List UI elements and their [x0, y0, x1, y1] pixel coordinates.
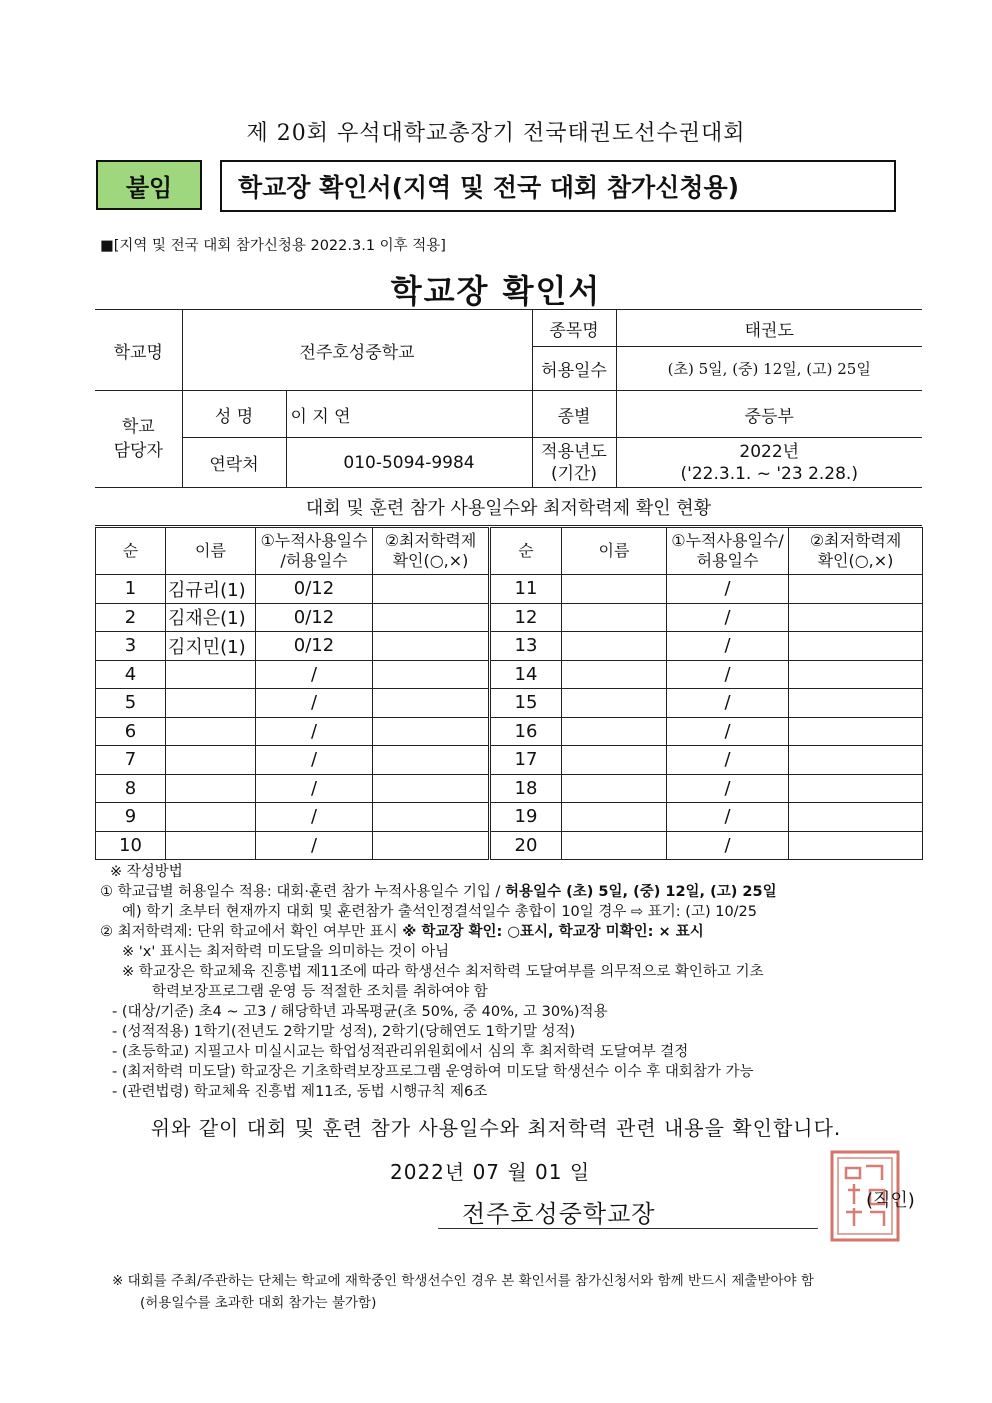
row-min-2	[789, 632, 923, 661]
row-name-2	[562, 774, 667, 803]
header-no: 순	[96, 528, 166, 575]
row-min-2	[789, 603, 923, 632]
note-2-bold: ※ 학교장 확인: ○표시, 학교장 미확인: × 표시	[402, 924, 704, 940]
table-row	[96, 689, 923, 718]
footer-line-2: (허용일수를 초과한 대회 참가는 불가함)	[140, 1295, 377, 1311]
row-no-2: 17	[490, 746, 562, 775]
type-value: 중등부	[616, 391, 922, 438]
confirmation-statement: 위와 같이 대회 및 훈련 참가 사용일수와 최저학력 관련 내용을 확인합니다.	[150, 1116, 842, 1140]
note-2-duty-cont: 학력보장프로그램 운영 등 적절한 조치를 취하여야 함	[152, 984, 488, 1000]
header-no-2: 순	[490, 528, 562, 575]
row-days: /	[256, 689, 373, 718]
row-min-2	[789, 717, 923, 746]
row-name	[166, 660, 256, 689]
row-no-2: 12	[490, 603, 562, 632]
page-title: 학교장 확인서	[390, 272, 602, 310]
row-name: 김규리(1)	[166, 575, 256, 604]
row-name	[166, 803, 256, 832]
row-name	[166, 746, 256, 775]
row-days-2: /	[667, 632, 789, 661]
row-name	[166, 774, 256, 803]
row-no-2: 15	[490, 689, 562, 718]
footer-line-1: ※ 대회를 주최/주관하는 단체는 학교에 재학중인 학생선수인 경우 본 확인서를 참가신청서와 함께 반드시 제출받아야 함	[112, 1273, 814, 1289]
header-name-2: 이름	[562, 528, 667, 575]
manager-name: 이 지 연	[286, 391, 532, 438]
school-name: 전주호성중학교	[182, 310, 532, 391]
header-name: 이름	[166, 528, 256, 575]
row-days: 0/12	[256, 575, 373, 604]
row-no-2: 20	[490, 831, 562, 860]
seal-note: (직인)	[866, 1190, 915, 1211]
header-min: ②최저학력제 확인(○,×)	[373, 528, 490, 575]
row-name-2	[562, 603, 667, 632]
allow-value: (초) 5일, (중) 12일, (고) 25일	[616, 347, 922, 391]
row-no: 1	[96, 575, 166, 604]
year-cell	[616, 438, 922, 488]
row-name-2	[562, 717, 667, 746]
writing-instructions	[100, 862, 930, 1102]
row-min	[373, 803, 490, 832]
attachment-tag: 붙임	[96, 160, 202, 210]
roster-table	[95, 527, 923, 860]
name-label: 성 명	[182, 391, 286, 438]
allow-label: 허용일수	[532, 347, 616, 391]
row-min	[373, 774, 490, 803]
table-row	[96, 660, 923, 689]
note-1	[100, 882, 930, 902]
row-days: /	[256, 803, 373, 832]
row-name	[166, 831, 256, 860]
note-2	[100, 922, 930, 942]
row-name	[166, 689, 256, 718]
row-days-2: /	[667, 575, 789, 604]
school-label: 학교명	[95, 310, 182, 391]
row-days: /	[256, 717, 373, 746]
row-no: 10	[96, 831, 166, 860]
row-name: 김재은(1)	[166, 603, 256, 632]
row-no-2: 16	[490, 717, 562, 746]
note-2-text: ② 최저학력제: 단위 학교에서 확인 여부만 표시	[100, 924, 403, 940]
table-row	[96, 717, 923, 746]
row-no: 4	[96, 660, 166, 689]
row-min-2	[789, 774, 923, 803]
row-min	[373, 603, 490, 632]
row-min	[373, 689, 490, 718]
row-no: 3	[96, 632, 166, 661]
row-name	[166, 717, 256, 746]
notes-heading: ※ 작성방법	[110, 864, 183, 880]
row-name-2	[562, 746, 667, 775]
signer-name: 전주호성중학교장	[462, 1200, 656, 1228]
row-days-2: /	[667, 803, 789, 832]
row-min-2	[789, 660, 923, 689]
row-no-2: 14	[490, 660, 562, 689]
row-days-2: /	[667, 746, 789, 775]
row-name-2	[562, 831, 667, 860]
detail-grades: - (성적적용) 1학기(전년도 2학기말 성적), 2학기(당해연도 1학기말 성적)	[112, 1024, 576, 1040]
type-label: 종별	[532, 391, 616, 438]
note-2-duty: ※ 학교장은 학교체육 진흥법 제11조에 따라 학생선수 최저학력 도달여부를 의무적으로 확인하고 기초	[122, 964, 764, 980]
row-days-2: /	[667, 774, 789, 803]
notice-line: ■[지역 및 전국 대회 참가신청용 2022.3.1 이후 적용]	[100, 238, 446, 254]
row-no: 8	[96, 774, 166, 803]
row-days-2: /	[667, 603, 789, 632]
row-name-2	[562, 575, 667, 604]
row-days-2: /	[667, 660, 789, 689]
detail-elementary: - (초등학교) 지필고사 미실시교는 학업성적관리위원회에서 심의 후 최저학력 도달여부 결정	[112, 1044, 689, 1060]
note-1-example: 예) 학기 초부터 현재까지 대회 및 훈련참가 출석인정결석일수 총합이 10일 경우 ⇨ 표기: (고) 10/25	[122, 904, 758, 920]
row-no: 5	[96, 689, 166, 718]
row-days-2: /	[667, 717, 789, 746]
event-title: 제 20회 우석대학교총장기 전국태권도선수권대회	[246, 121, 746, 146]
year-label: 적용년도 (기간)	[532, 438, 616, 488]
row-name-2	[562, 632, 667, 661]
table-row	[96, 632, 923, 661]
row-days: 0/12	[256, 632, 373, 661]
table-row	[96, 774, 923, 803]
row-no: 9	[96, 803, 166, 832]
row-days: 0/12	[256, 603, 373, 632]
header-days-2: ①누적사용일수/ 허용일수	[667, 528, 789, 575]
row-min	[373, 746, 490, 775]
note-1-text: ① 학교급별 허용일수 적용: 대회·훈련 참가 누적사용일수 기입 /	[100, 884, 506, 900]
detail-unmet: - (최저학력 미도달) 학교장은 기초학력보장프로그램 운영하여 미도달 학생선수 이수 후 대회참가 가능	[112, 1064, 754, 1080]
row-min-2	[789, 803, 923, 832]
note-1-bold: 허용일수 (초) 5일, (중) 12일, (고) 25일	[505, 884, 777, 900]
detail-target: - (대상/기준) 초4 ~ 고3 / 해당학년 과목평균(초 50%, 중 40%, 고 30%)적용	[112, 1004, 608, 1020]
row-name: 김지민(1)	[166, 632, 256, 661]
table-row	[96, 603, 923, 632]
contact-value: 010-5094-9984	[286, 438, 532, 488]
row-min-2	[789, 831, 923, 860]
detail-law: - (관련법령) 학교체육 진흥법 제11조, 동법 시행규칙 제6조	[112, 1084, 488, 1100]
row-name-2	[562, 689, 667, 718]
header-min-2: ②최저학력제 확인(○,×)	[789, 528, 923, 575]
table-row	[96, 746, 923, 775]
row-days: /	[256, 774, 373, 803]
note-2-x: ※ 'x' 표시는 최저학력 미도달을 의미하는 것이 아님	[122, 944, 450, 960]
table-row	[96, 803, 923, 832]
signature-line	[438, 1228, 818, 1229]
row-days-2: /	[667, 689, 789, 718]
row-no: 7	[96, 746, 166, 775]
footer-note	[112, 1270, 814, 1314]
row-name-2	[562, 660, 667, 689]
row-min-2	[789, 575, 923, 604]
row-min	[373, 632, 490, 661]
row-no: 6	[96, 717, 166, 746]
contact-label: 연락처	[182, 438, 286, 488]
manager-label: 학교 담당자	[95, 391, 182, 488]
row-min	[373, 717, 490, 746]
row-no-2: 13	[490, 632, 562, 661]
sign-date: 2022년 07 월 01 일	[390, 1160, 591, 1184]
row-min-2	[789, 689, 923, 718]
year-value: 2022년	[739, 441, 800, 462]
table-row	[96, 831, 923, 860]
row-min	[373, 831, 490, 860]
row-min	[373, 660, 490, 689]
document-title: 학교장 확인서(지역 및 전국 대회 참가신청용)	[220, 160, 896, 212]
row-days-2: /	[667, 831, 789, 860]
header-days: ①누적사용일수 /허용일수	[256, 528, 373, 575]
row-days: /	[256, 746, 373, 775]
table-row	[96, 575, 923, 604]
row-name-2	[562, 803, 667, 832]
info-table	[95, 309, 922, 526]
sport-label: 종목명	[532, 310, 616, 347]
roster-header-row	[96, 528, 923, 575]
row-no: 2	[96, 603, 166, 632]
row-days: /	[256, 831, 373, 860]
row-min	[373, 575, 490, 604]
sport-value: 태권도	[616, 310, 922, 347]
section-title: 대회 및 훈련 참가 사용일수와 최저학력제 확인 현황	[95, 488, 922, 526]
period-value: ('22.3.1. ~ '23 2.28.)	[680, 463, 858, 484]
row-no-2: 18	[490, 774, 562, 803]
row-no-2: 11	[490, 575, 562, 604]
row-no-2: 19	[490, 803, 562, 832]
row-days: /	[256, 660, 373, 689]
row-min-2	[789, 746, 923, 775]
